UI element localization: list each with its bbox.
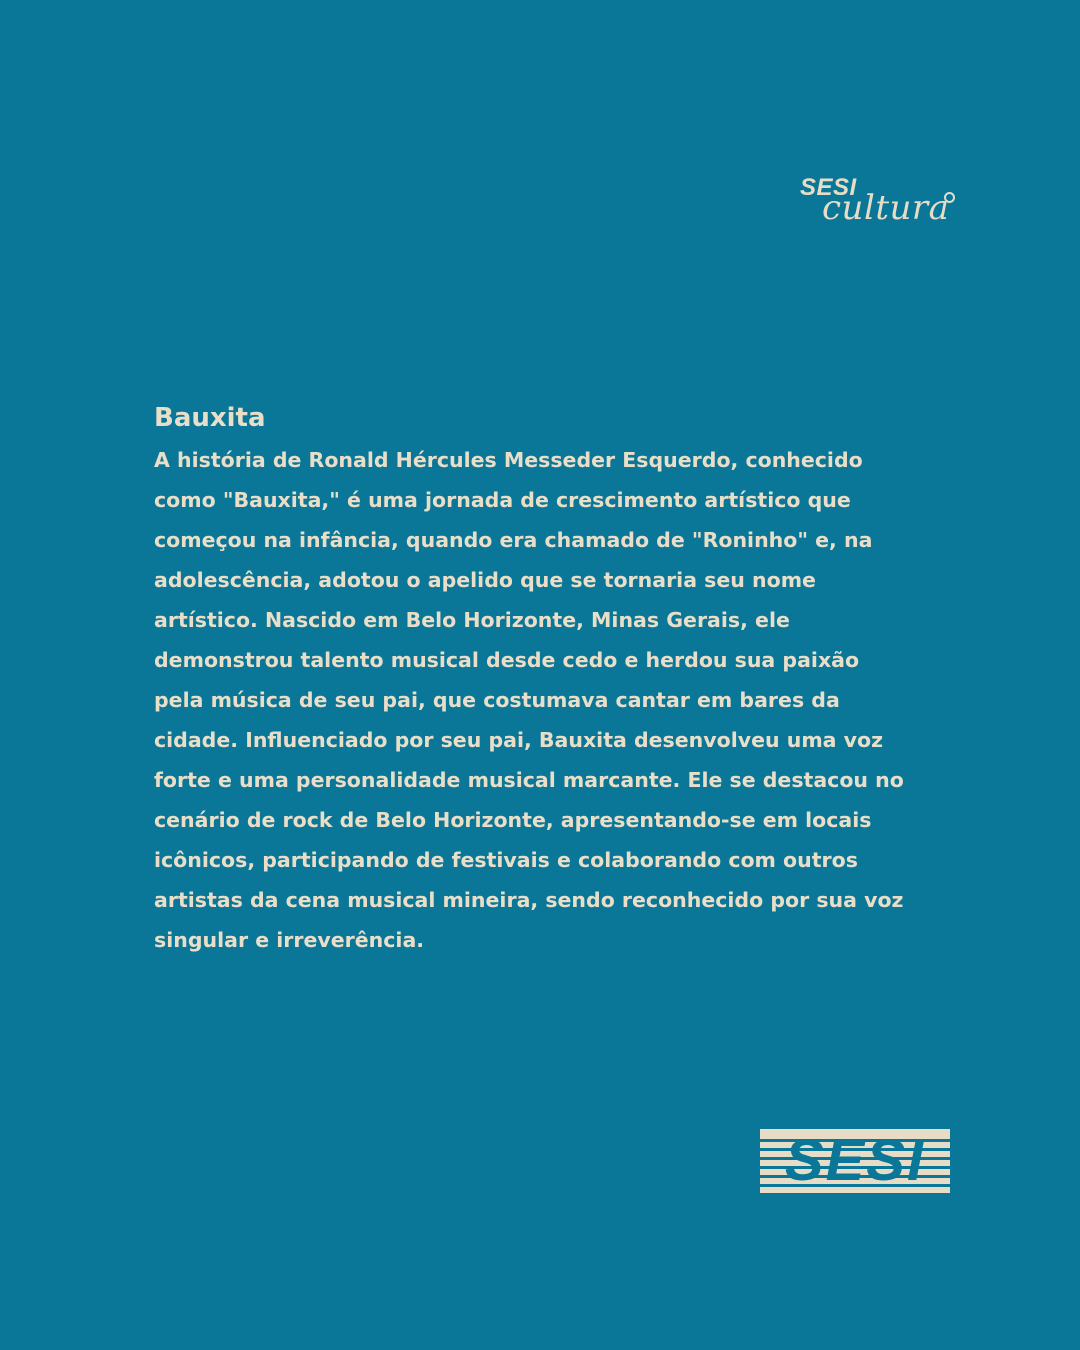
- article: [154, 398, 974, 960]
- article-line: forte e uma personalidade musical marcante. Ele se destacou no: [154, 768, 904, 792]
- logo-degree-icon: [944, 192, 955, 203]
- article-line: cenário de rock de Belo Horizonte, apresentando-se em locais: [154, 808, 872, 832]
- logo-sesi-text: SESI: [800, 174, 857, 201]
- article-line: artístico. Nascido em Belo Horizonte, Minas Gerais, ele: [154, 608, 790, 632]
- sesi-logo: [760, 1129, 950, 1193]
- article-line: icônicos, participando de festivais e colaborando com outros: [154, 848, 858, 872]
- article-title: Bauxita: [154, 403, 266, 433]
- article-body: [154, 440, 974, 960]
- article-line: como "Bauxita," é uma jornada de crescimento artístico que: [154, 488, 851, 512]
- article-line: singular e irreverência.: [154, 928, 425, 952]
- article-line: adolescência, adotou o apelido que se tornaria seu nome: [154, 568, 816, 592]
- logo-cultura-text: cultura: [822, 188, 950, 228]
- sesi-cultura-logo: [800, 170, 960, 240]
- article-line: começou na infância, quando era chamado de "Roninho" e, na: [154, 528, 873, 552]
- article-line: cidade. Influenciado por seu pai, Bauxita desenvolveu uma voz: [154, 728, 884, 752]
- article-line: demonstrou talento musical desde cedo e herdou sua paixão: [154, 648, 860, 672]
- sesi-logo-text: SESI: [784, 1129, 926, 1193]
- article-line: pela música de seu pai, que costumava cantar em bares da: [154, 688, 840, 712]
- article-line: artistas da cena musical mineira, sendo reconhecido por sua voz: [154, 888, 904, 912]
- article-line: A história de Ronald Hércules Messeder Esquerdo, conhecido: [154, 448, 863, 472]
